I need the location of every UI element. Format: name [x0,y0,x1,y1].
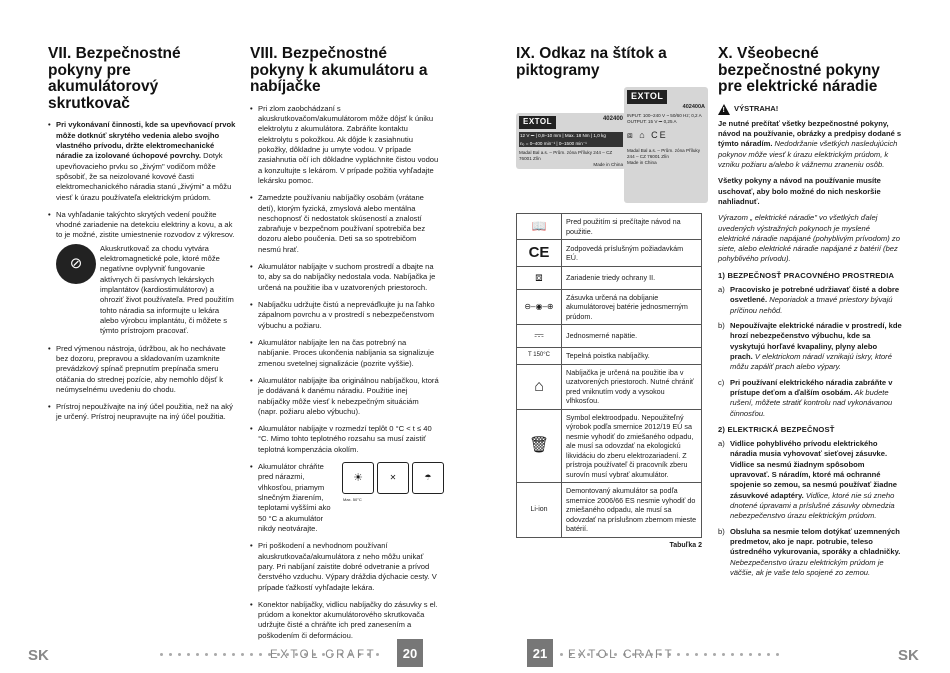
table-row: 📖 Pred použitím si prečítajte návod na použitie. [517,214,702,240]
list-item: • Pred výmenou nástroja, údržbou, ak ho nechávate bez dozoru, prepravou a skladovaním uzamknite prevádzkový spínač prepnutím prepínača smeru otáčania do strednej pozície, aby nemohlo dôjsť k neúmyselnému uvedeniu do chodu. [48,344,236,396]
brand-right: EXTOL CRAFT [568,649,675,661]
thermal-fuse-icon: T 150°C [517,348,562,365]
section-vii [48,46,236,430]
page-footer [0,639,950,673]
table-row: T 150°C Tepelná poistka nabíjačky. [517,348,702,365]
list-item: • Pri zlom zaobchádzaní s akuskrutkovačom/akumulátorom môže dôjsť k úniku elektrolytu z akumulátora. Zabráňte kontaktu elektrolytu s pokožkou. Ak dôjde k zasiahnutiu pokožky, dôkladne ju umyte vodou. V prípade zasiahnutia očí ich dôkladne vypláchnite čistou vodou a konzultujte s lekárom. V prípade požitia vyhľadajte lekársku pomoc. [250,104,440,187]
list-item: • Konektor nabíjačky, vidlicu nabíjačky do zásuvky s el. prúdom a konektor akumulátorového skrutkovača udržujte čisté a chráňte ich pred zanesením a poškodením či deformáciou. [250,600,440,641]
no-impact-icon: ✕ [377,462,409,494]
list-item: a) Vidlice pohyblivého prívodu elektrického náradia musia vyhovovať sieťovej zásuvke. Vidlice sa nesmú žiadnym spôsobom upravovať. S náradím, ktoré má ochranné spojenie so zemou, sa nesmú používať žiadne zásuvkové adaptéry. Vidlice, ktoré nie sú zneho dnotené úpravami a príslušné zásuvky obmedzia nebezpečenstvo úrazu elektrickým prúdom. [718,439,897,521]
list-item: • Akumulátor nabíjajte v rozmedzí teplôt 0 °C < t ≤ 40 °C. Mimo tohto teplotného rozsahu sa musí zaistiť teplotná kompenzácia okolím. [250,424,440,455]
subsection-heading: 2) ELEKTRICKÁ BEZPEČNOSŤ [718,424,835,434]
dc-polarity-icon: ⊖–◉–⊕ [517,289,562,325]
table-row: 🗑 Symbol elektroodpadu. Nepoužiteľný výrobok podľa smernice 2012/19 EÚ sa nesmie vyhodiť do zmiešaného odpadu, ale musí sa odovzdať na ekologickú likvidáciu do zberu elektrozariadení. Z prístroja používateľ či pracovník zberu surovín musí vybrať akumulátor. [517,409,702,483]
list-item: • Akumulátor nabíjajte iba originálnou nabíjačkou, ktorá je dodávaná k danému náradiu. Použitie inej nabíjačky môže viesť k nebezpečným situáciám (napr. požiaru alebo výbuchu). [250,376,440,417]
list-item: • Prístroj nepoužívajte na iný účel použitia, než na aký je určený. Prístroj neupravujte na iný účel použitia. [48,402,236,423]
warning-triangle-icon [718,104,730,115]
page-number-left: 20 [397,639,423,667]
li-ion-bin-icon: Li-ion [517,483,562,538]
section-ix [516,45,705,550]
weee-bin-icon: 🗑 [517,409,562,483]
dc-voltage-icon: ⎓ [517,325,562,348]
warning-heading: ! VÝSTRAHA! [718,104,902,115]
list-item: c) Pri používaní elektrického náradia zabráňte v prístupe deťom a ďalším osobám. Ak budete rušení, môžete stratiť kontrolu nad vykonávanou činnosťou. [718,377,893,418]
section-x-title: X. Všeobecné bezpečnostné pokyny pre elektrické náradie [718,45,880,96]
section-ix-title: IX. Odkaz na štítok a piktogramy [516,45,667,79]
list-item: b) Obsluha sa nesmie telom dotýkať uzemnených predmetov, ako je napr. potrubie, teleso ústredného vykurovania, sporáky a chladničky. Nebezpečenstvo úrazu elektrickým prúdom je väčšie, ak je vaše telo spojené zo zemou. [718,526,901,577]
list-item: • Zamedzte používaniu nabíjačky osobám (vrátane detí), ktorým fyzická, zmyslová alebo mentálna neschopnosť či nedostatok skúseností a znalostí zabraňuje v bezpečnom používaní spotrebiča bez dozoru alebo poučenia. Deti sa so spotrebičom nesmú hrať. [250,193,440,255]
language-code-left: SK [28,647,49,664]
list-item: • Akumulátor chráňte pred nárazmi, vlhkosťou, priamym slnečným žiarením, teplotami vyššími ako 50 °C a akumulátor nikdy neotvárajte. ☀ Max. 50°C ✕ ☂ [250,462,440,534]
table-row: ⧈ Zariadenie triedy ochrany II. [517,266,702,289]
max-temperature-icon: ☀ Max. 50°C [342,462,374,494]
section-viii-title: VIII. Bezpečnostné pokyny k akumulátoru a nabíjačke [250,45,428,96]
table-row: CE Zodpovedá príslušným požiadavkám EÚ. [517,240,702,267]
battery-label: EXTOL 402400 12 V ⎓ | 0,8–10 mm | Max. 18 Nm | 1,0 kg n₀ = 0–400 min⁻¹ | 0–1500 min⁻¹ Madal Bal a.s. – Prům. zóna Příluky 244 – CZ 76001 Zlín Made in China [516,113,626,169]
list-item: • Pri vykonávaní činnosti, kde sa upevňovací prvok môže dotknúť skrytého vedenia alebo svojho vlastného prívodu, držte elektromechanické náradie za izolované úchopové povrchy. Dotyk upevňovacieho prvku so „živým" vodičom môže spôsobiť, že sa neizolované kovové časti elektromechanického náradia stanú „živými" a môžu viesť k úrazu používateľa elektrickým prúdom. [48,120,236,203]
section-viii [250,46,440,648]
list-item: • Na vyhľadanie takýchto skrytých vedení použite vhodné zariadenie na detekciu elektriny a kovu, a ak to je možné, zistite umiestnenie rozvodov z výkresov. ⊘ Akuskrutkovač za chodu vytvára elektromagnetické pole, ktoré môže negatívne ovplyvniť fungovanie aktívnych či pasívnych lekárskych implantátov (kardiostimulátorov) a ohroziť život používateľa. Pred použitím tohto náradia sa informujte u lekára alebo výrobcu implantátu, či môžete s týmto prístrojom pracovať. [48,210,236,337]
section-vii-title: VII. Bezpečnostné pokyny pre akumulátorový skrutkovač [48,45,181,112]
indoor-use-icon: ⌂ [517,364,562,409]
ce-icon: CE [517,240,562,267]
certification-icons: ⧈ ⌂ CE [627,129,668,140]
brand-left: EXTOL CRAFT [270,649,377,661]
list-item: a) Pracovisko je potrebné udržiavať čisté a dobre osvetlené. Neporiadok a tmavé priestory bývajú príčinou nehôd. [718,285,900,315]
list-item: • Nabíjačku udržujte čistú a nepreváďkujte ju na ľahko zápalnom povrchu a v prostredí s nebezpečenstvom výbuchu a požiaru. [250,300,440,331]
no-water-icon: ☂ [412,462,444,494]
rating-labels [516,87,705,205]
table-row: ⎓ Jednosmerné napätie. [517,325,702,348]
charger-label: EXTOL 402400A INPUT: 100–240 V ~ 50/60 Hz; 0,2 A OUTPUT: 15 V ⎓ 0,25 A ⧈ ⌂ CE Madal Bal a.s. – Prům. zóna Příluky 244 – CZ 76001 Zlín Made in China [624,87,708,203]
footer-dots-right [560,643,785,647]
footer-dots-left [160,643,385,647]
table-row: Li-ion Demontovaný akumulátor sa podľa smernice 2006/66 ES nesmie vyhodiť do zmiešaného odpadu, ale musí sa odovzdať na príslušnom zbernom mieste batérií. [517,483,702,538]
list-item: • Akumulátor nabíjajte v suchom prostredí a dbajte na to, aby sa do nabíjačky nedostala voda. Nabíjačka je určená na použitie iba v uzatvorených priestoroch. [250,262,440,293]
page-number-right: 21 [527,639,553,667]
table-row: ⌂ Nabíjačka je určená na použitie iba v uzatvorených priestoroch. Nutné chrániť pred vniknutím vody a vysokou vlhkosťou. [517,364,702,409]
pictogram-table [516,213,702,537]
class-ii-icon: ⧈ [517,266,562,289]
list-item: b) Nepoužívajte elektrické náradie v prostredí, kde hrozí nebezpečenstvo výbuchu, kde sa vyskytujú horľavé kvapaliny, plyny alebo prach. V elektrickom náradí vznikajú iskry, ktoré môžu zapáliť prach alebo výpary. [718,321,902,372]
table-row: ⊖–◉–⊕ Zásuvka určená na dobíjanie akumulátorovej batérie jednosmerným prúdom. [517,289,702,325]
pacemaker-prohibited-icon: ⊘ [56,244,96,284]
list-item: • Pri poškodení a nevhodnom používaní akuskrutkovača/akumulátora z neho môžu unikať pary. Pri nabíjaní zaistite dobré odvetranie a prívod čerstvého vzduchu. Výpary dráždia dýchacie cesty. V prípade ťažkostí vyhľadajte lekára. [250,541,440,593]
table-caption: Tabuľka 2 [669,541,702,549]
language-code-right: SK [898,647,919,664]
manual-icon: 📖 [517,214,562,240]
section-x: X. Všeobecné bezpečnostné pokyny pre elektrické náradie ! VÝSTRAHA! Je nutné prečítať všetky bezpečnostné pokyny, návod na používanie, obrázky a predpisy dodané s týmto náradím. Nedodržanie všetkých nasledujúcich pokynov môže viesť k úrazu elektrickým prúdom, k vzniku požiaru a/alebo k vážnemu zraneniu osôb. Všetky pokyny a návod na používanie musíte uschovať, aby bolo možné do nich neskoršie nahliadnuť. Výrazom „ elektrické náradie" vo všetkých ďalej uvedených výstražných pokynoch je myslené elektrické náradie napájané (pohyblivým prívodom) zo siete, alebo elektrické náradie napájané z batérií (bez pohyblivého prívodu). 1) BEZPEČNOSŤ PRACOVNÉHO PROSTREDIA a) Pracovisko je potrebné udržiavať čisté a dobre osvetlené. Neporiadok a tmavé priestory bývajú príčinou nehôd. b) Nepoužívajte elektrické náradie v prostredí, kde hrozí nebezpečenstvo výbuchu, kde sa vyskytujú horľavé kvapaliny, plyny alebo prach. V elektrickom náradí vznikajú iskry, ktoré môžu zapáliť prach alebo výpary. c) Pri používaní elektrického náradia zabráňte v prístupe deťom a ďalším osobám. Ak budete rušení, môžete stratiť kontrolu nad vykonávanou činnosťou. 2) ELEKTRICKÁ BEZPEČNOSŤ a) Vidlice pohyblivého prívodu elektrického náradia musia vyhovovať sieťovej zásuvke. Vidlice sa nesmú žiadnym spôsobom upravovať. S náradím, ktoré má ochranné spojenie so zemou, sa nesmú používať žiadne zásuvkové adaptéry. Vidlice, ktoré nie sú zneho dnotené úpravami a príslušné zásuvky obmedzia nebezpečenstvo úrazu elektrickým prúdom. b) Obsluha sa nesmie telom dotýkať uzemnených predmetov, ako je napr. potrubie, teleso ústredného vykurovania, sporáky a chladničky. Nebezpečenstvo úrazu elektrickým prúdom je väčšie, ak je vaše telo spojené zo zemou. [718,46,902,583]
list-item: • Akumulátor nabíjajte len na čas potrebný na nabíjanie. Proces ukončenia nabíjania sa signalizuje zmenou svetelnej signalizácie (pozrite vyššie). [250,338,440,369]
subsection-heading: 1) BEZPEČNOSŤ PRACOVNÉHO PROSTREDIA [718,270,895,280]
